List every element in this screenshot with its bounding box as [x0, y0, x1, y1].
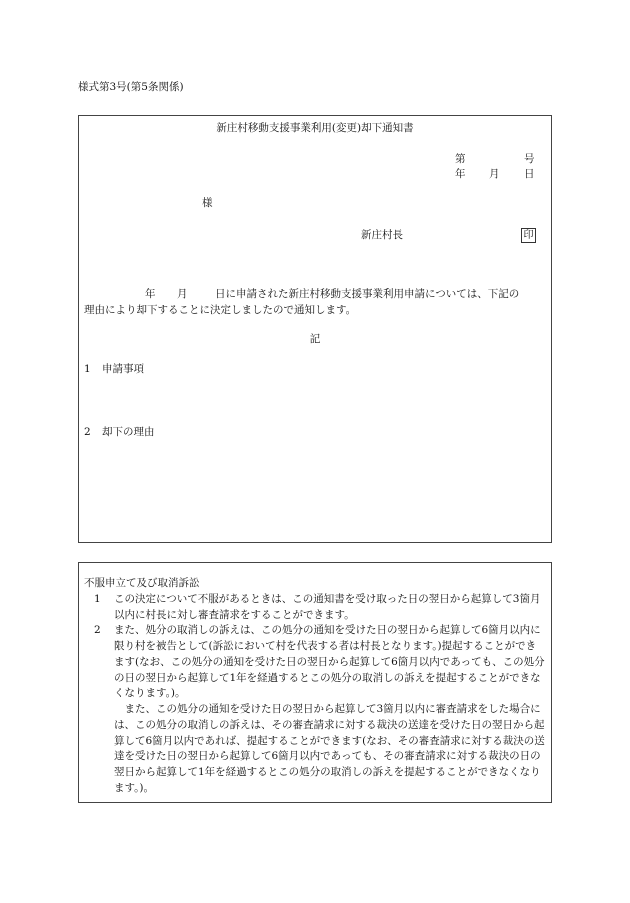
form-number-header: 様式第3号(第5条関係) — [78, 81, 184, 93]
document-number-label: 第 — [455, 153, 466, 165]
date-day-label: 日 — [524, 168, 535, 180]
appeal-item-1-number: 1 — [94, 592, 101, 605]
appeal-item-2-number: 2 — [94, 624, 101, 637]
appeal-heading: 不服申立て及び取消訴訟 — [84, 577, 200, 589]
appeal-notice-box — [78, 562, 552, 803]
item-2-label: 却下の理由 — [102, 426, 155, 438]
appeal-item-1 — [84, 592, 545, 624]
appeal-notice-content — [84, 576, 545, 797]
appeal-item-2-continued-text: また、この処分の通知を受けた日の翌日から起算して3箇月以内に審査請求をした場合には、この処分の取消しの訴えは、その審査請求に対する裁決の送達を受けた日の翌日から起算して6箇月以内であれば、提起することができます(なお、その審査請求に対する裁決の送達を受けた日の翌日から起算して6箇月以内であっても、その審査請求に対する裁決の日の翌日から起算して1年を経過するとこの処分の取消しの訴えを提起することができなくなります。)。 — [114, 703, 545, 794]
appeal-item-1-text: この決定について不服があるときは、この通知書を受け取った日の翌日から起算して3箇月以内に村長に対し審査請求をすることができます。 — [114, 592, 541, 621]
body-text-line-1: 日に申請された新庄村移動支援事業利用申請については、下記の — [215, 288, 520, 300]
date-year-label: 年 — [455, 168, 466, 180]
issuer-name: 新庄村長 — [361, 229, 403, 241]
recipient-suffix: 様 — [202, 197, 213, 209]
body-text-line-2: 理由により却下することに決定しましたので通知します。 — [84, 304, 357, 316]
body-month-label: 月 — [177, 288, 188, 300]
document-number-suffix: 号 — [524, 153, 535, 165]
date-month-label: 月 — [489, 168, 500, 180]
appeal-item-2 — [84, 623, 545, 702]
body-year-label: 年 — [145, 288, 156, 300]
notice-form-frame — [78, 115, 552, 543]
ki-heading: 記 — [309, 333, 321, 345]
item-2-number: 2 — [84, 426, 91, 438]
appeal-item-2-text: また、処分の取消しの訴えは、この処分の通知を受けた日の翌日から起算して6箇月以内に限り村を被告として(訴訟において村を代表する者は村長となります。)提起することができます(なお、この処分の通知を受けた日の翌日から起算して6箇月以内であっても、この処分の日の翌日から起算して1年を経過するとこの処分の取消しの訴えを提起することができなくなります。)。 — [114, 624, 545, 700]
appeal-item-2-continued — [84, 702, 545, 797]
item-1-label: 申請事項 — [102, 363, 144, 375]
item-1-number: 1 — [84, 363, 91, 375]
document-title: 新庄村移動支援事業利用(変更)却下通知書 — [216, 122, 414, 134]
seal-mark: 印 — [521, 228, 536, 243]
